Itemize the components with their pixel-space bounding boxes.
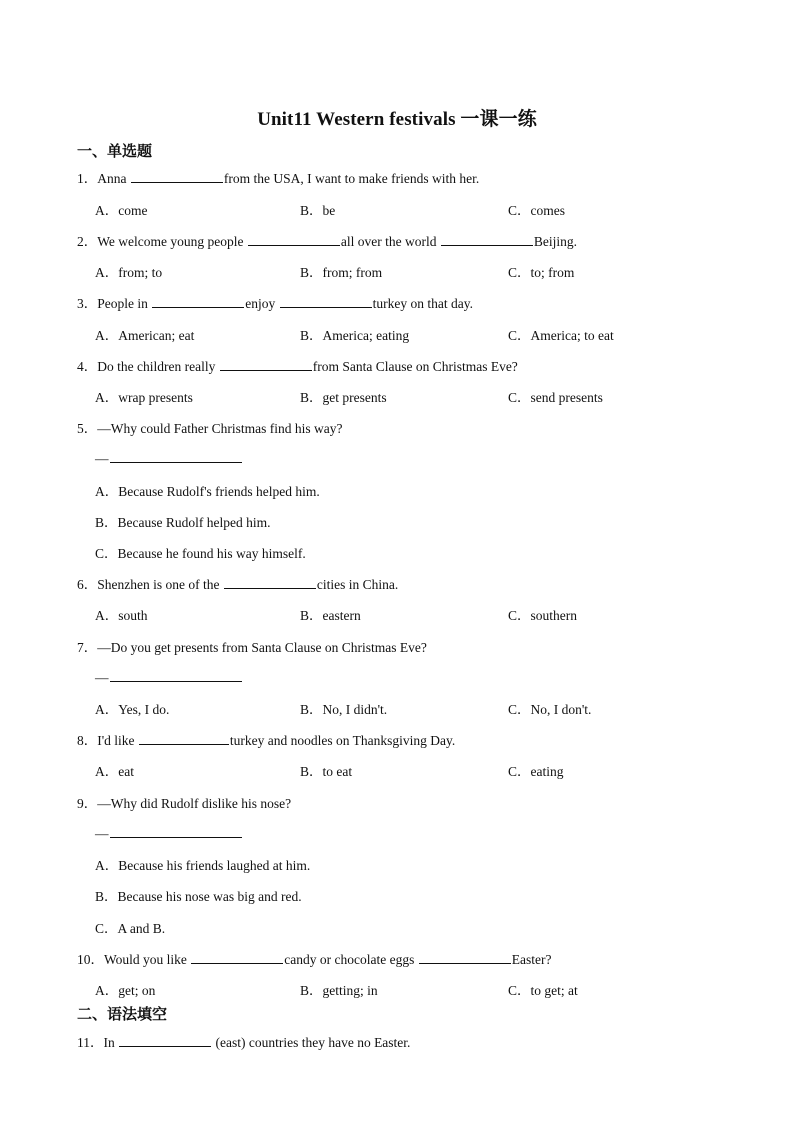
option-c[interactable]: C．comes <box>508 203 565 218</box>
question-11: 11．In (east) countries they have no Easter. <box>77 1031 410 1051</box>
question-number: 6． <box>77 577 98 592</box>
answer-blank[interactable] <box>441 231 533 246</box>
question-5: 5．—Why could Father Christmas find his way? <box>77 421 343 436</box>
option-a[interactable]: A．wrap presents <box>95 390 193 405</box>
question-number: 1． <box>77 171 98 186</box>
option-a[interactable]: A．come <box>95 203 148 218</box>
question-number: 10． <box>77 952 104 967</box>
option-c[interactable]: C．southern <box>508 608 577 623</box>
question-1: 1．Anna from the USA, I want to make friends with her. <box>77 167 479 187</box>
question-4: 4．Do the children really from Santa Clause on Christmas Eve? <box>77 355 518 375</box>
option-c[interactable]: C．eating <box>508 764 564 779</box>
question-number: 9． <box>77 796 98 811</box>
question-number: 8． <box>77 733 98 748</box>
section-heading-grammar-fill: 二、语法填空 <box>77 1007 168 1023</box>
question-9: 9．—Why did Rudolf dislike his nose? <box>77 796 292 811</box>
question-7: 7．—Do you get presents from Santa Clause on Christmas Eve? <box>77 640 427 655</box>
question-number: 11． <box>77 1035 104 1050</box>
question-number: 4． <box>77 359 98 374</box>
answer-blank[interactable] <box>191 949 283 964</box>
option-b[interactable]: B．No, I didn't. <box>300 702 388 717</box>
option-a[interactable]: A．Because Rudolf's friends helped him. <box>95 484 320 499</box>
question-number: 5． <box>77 421 98 436</box>
option-c[interactable]: C．America; to eat <box>508 328 614 343</box>
answer-blank[interactable] <box>110 448 242 463</box>
answer-blank[interactable] <box>139 730 229 745</box>
question-6: 6．Shenzhen is one of the cities in China. <box>77 573 398 593</box>
option-b[interactable]: B．Because his nose was big and red. <box>95 889 302 904</box>
option-c[interactable]: C．A and B. <box>95 921 166 936</box>
answer-line[interactable]: — <box>95 823 243 842</box>
option-b[interactable]: B．America; eating <box>300 328 410 343</box>
answer-blank[interactable] <box>110 667 242 682</box>
question-number: 7． <box>77 640 98 655</box>
option-a[interactable]: A．south <box>95 608 148 623</box>
option-b[interactable]: B．get presents <box>300 390 387 405</box>
answer-line[interactable]: — <box>95 667 243 686</box>
option-a[interactable]: A．get; on <box>95 983 156 998</box>
option-c[interactable]: C．Because he found his way himself. <box>95 546 306 561</box>
option-b[interactable]: B．getting; in <box>300 983 378 998</box>
answer-blank[interactable] <box>131 168 223 183</box>
option-c[interactable]: C．to; from <box>508 265 575 280</box>
option-a[interactable]: A．Because his friends laughed at him. <box>95 858 311 873</box>
answer-blank[interactable] <box>224 574 316 589</box>
option-b[interactable]: B．from; from <box>300 265 383 280</box>
option-c[interactable]: C．send presents <box>508 390 603 405</box>
section-heading-single-choice: 一、单选题 <box>77 144 153 160</box>
question-10: 10．Would you like candy or chocolate eggs Easter? <box>77 948 551 968</box>
option-a[interactable]: A．eat <box>95 764 134 779</box>
option-c[interactable]: C．No, I don't. <box>508 702 592 717</box>
question-number: 2． <box>77 234 98 249</box>
option-a[interactable]: A．from; to <box>95 265 163 280</box>
answer-line[interactable]: — <box>95 448 243 467</box>
answer-blank[interactable] <box>419 949 511 964</box>
option-a[interactable]: A．Yes, I do. <box>95 702 170 717</box>
answer-blank[interactable] <box>220 356 312 371</box>
question-2: 2．We welcome young people all over the world Beijing. <box>77 230 577 250</box>
option-b[interactable]: B．eastern <box>300 608 361 623</box>
answer-blank[interactable] <box>119 1032 211 1047</box>
question-8: 8．I'd like turkey and noodles on Thanksgiving Day. <box>77 729 455 749</box>
option-b[interactable]: B．Because Rudolf helped him. <box>95 515 271 530</box>
answer-blank[interactable] <box>110 823 242 838</box>
option-a[interactable]: A．American; eat <box>95 328 195 343</box>
question-number: 3． <box>77 296 98 311</box>
answer-blank[interactable] <box>280 293 372 308</box>
option-b[interactable]: B．be <box>300 203 336 218</box>
question-3: 3．People in enjoy turkey on that day. <box>77 292 473 312</box>
option-c[interactable]: C．to get; at <box>508 983 578 998</box>
answer-blank[interactable] <box>248 231 340 246</box>
answer-blank[interactable] <box>152 293 244 308</box>
page-title: Unit11 Western festivals 一课一练 <box>257 109 537 130</box>
option-b[interactable]: B．to eat <box>300 764 353 779</box>
